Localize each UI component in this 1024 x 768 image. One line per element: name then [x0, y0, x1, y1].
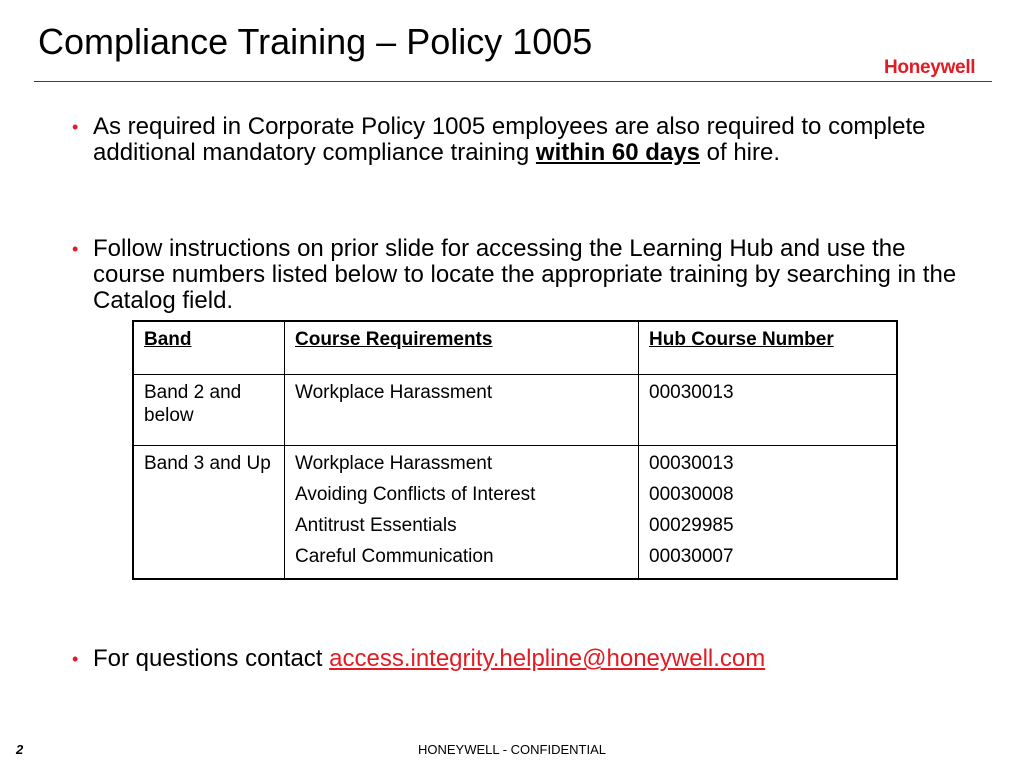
bullet-dot-icon: • — [72, 117, 79, 137]
title-divider — [34, 81, 992, 82]
band-cell: Band 3 and Up — [133, 446, 285, 580]
course-list-cell — [285, 446, 639, 580]
course-item: Avoiding Conflicts of Interest — [295, 484, 536, 505]
policy-text-end: of hire. — [699, 139, 781, 166]
helpline-email-link[interactable]: access.integrity.helpline@honeywell.com — [329, 645, 766, 672]
slide-title: Compliance Training – Policy 1005 — [38, 21, 593, 62]
page-number: 2 — [16, 742, 24, 757]
bullet-instructions-text: Follow instructions on prior slide for accessing the Learning Hub and use the course numbers listed below to locate the appropriate training by searching in the Catalog field. — [93, 235, 957, 314]
course-table — [132, 320, 898, 580]
confidential-footer: HONEYWELL - CONFIDENTIAL — [417, 742, 607, 757]
bullet-dot-icon: • — [72, 649, 79, 669]
course-item: Workplace Harassment — [295, 453, 493, 474]
table-header-row — [133, 321, 897, 375]
bullet-policy-requirement — [72, 114, 973, 166]
course-number-item: 00030008 — [649, 484, 734, 505]
course-number-list-cell — [639, 446, 898, 580]
bullet-instructions — [72, 236, 973, 314]
honeywell-logo: Honeywell — [884, 57, 976, 78]
course-number-item: 00030007 — [649, 546, 734, 567]
course-cell: Workplace Harassment — [285, 375, 639, 446]
policy-text-start: As required in Corporate Policy 1005 employees are also required to complete additional mandatory compliance training — [93, 113, 926, 166]
contact-text: For questions contact — [93, 645, 330, 672]
bullet-contact-text — [93, 646, 973, 672]
band-cell: Band 2 and below — [133, 375, 285, 446]
course-item: Careful Communication — [295, 546, 494, 567]
bullet-dot-icon: • — [72, 239, 79, 259]
header-hub-course-number: Hub Course Number — [639, 321, 898, 375]
table-row — [133, 446, 897, 580]
header-course-requirements: Course Requirements — [285, 321, 639, 375]
deadline-emphasis: within 60 days — [535, 139, 700, 166]
table-row — [133, 375, 897, 446]
bullet-contact — [72, 646, 973, 672]
course-number-item: 00030013 — [649, 453, 734, 474]
course-item: Antitrust Essentials — [295, 515, 457, 536]
course-number-item: 00029985 — [649, 515, 734, 536]
header-band: Band — [133, 321, 285, 375]
bullet-policy-text — [93, 114, 973, 166]
course-number-cell: 00030013 — [639, 375, 898, 446]
